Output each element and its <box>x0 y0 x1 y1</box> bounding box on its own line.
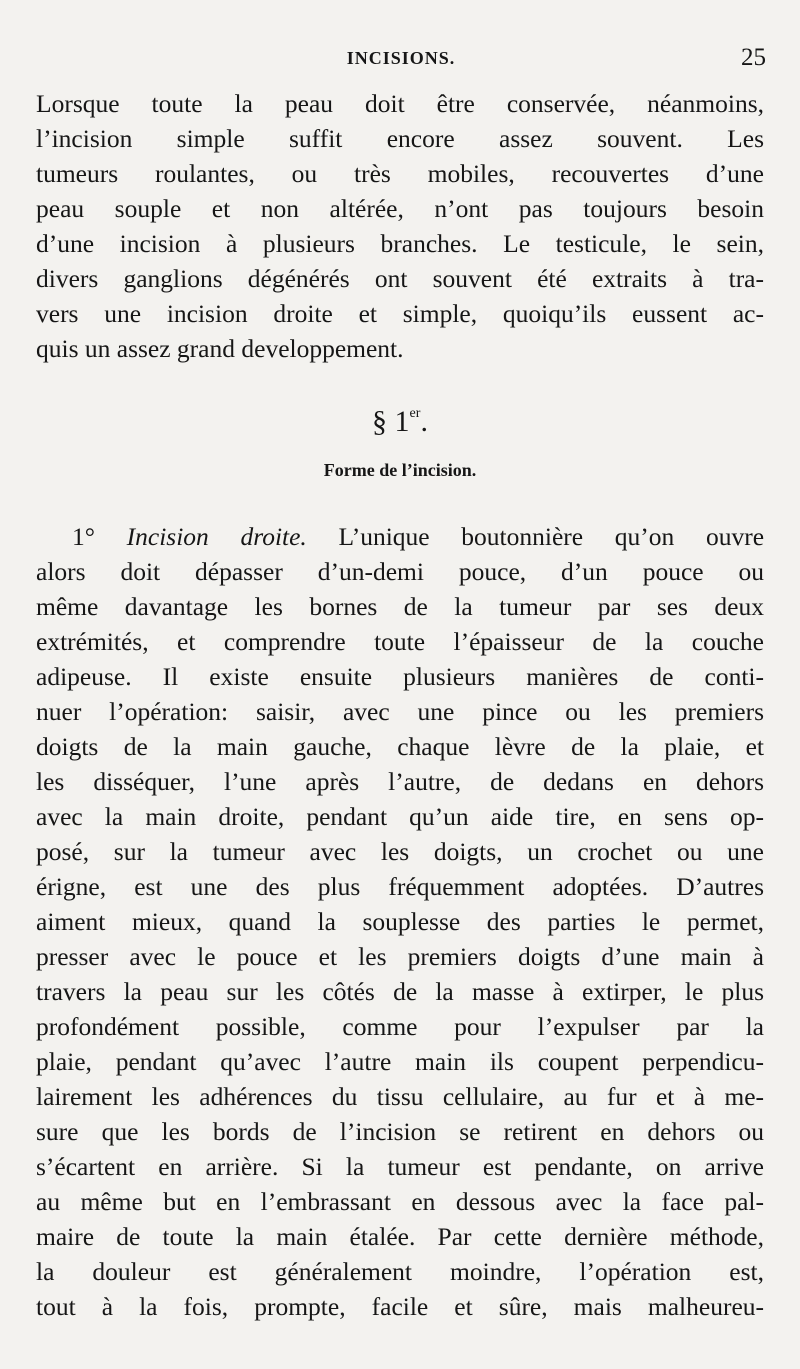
section-number: § 1 <box>372 405 410 438</box>
text-line: extrémités, et comprendre toute l’épaisseur de la couche <box>36 627 764 656</box>
text-line: peau souple et non altérée, n’ont pas toujours besoin <box>36 194 764 223</box>
text-line: alors doit dépasser d’un-demi pouce, d’un pouce ou <box>36 557 764 586</box>
text-line: même davantage les bornes de la tumeur par ses deux <box>36 592 764 621</box>
page-number: 25 <box>741 44 766 71</box>
text-line: presser avec le pouce et les premiers doigts d’une main à <box>36 942 764 971</box>
text-line: l’incision simple suffit encore assez souvent. Les <box>36 124 764 153</box>
text-run: L’unique boutonnière qu’on ouvre <box>338 522 764 551</box>
text-line: les disséquer, l’une après l’autre, de dedans en dehors <box>36 767 764 796</box>
text-line: adipeuse. Il existe ensuite plusieurs manières de conti- <box>36 662 764 691</box>
text-line: tumeurs roulantes, ou très mobiles, recouvertes d’une <box>36 159 764 188</box>
text-line: érigne, est une des plus fréquemment adoptées. D’autres <box>36 872 764 901</box>
item-number: 1° <box>72 522 95 551</box>
text-line: sure que les bords de l’incision se retirent en dehors ou <box>36 1117 764 1146</box>
section-superscript: er <box>409 406 421 421</box>
text-line: maire de toute la main étalée. Par cette dernière méthode, <box>36 1222 764 1251</box>
running-title: INCISIONS. <box>346 48 456 68</box>
text-line: tout à la fois, prompte, facile et sûre, mais malheureu- <box>36 1292 764 1321</box>
text-line: profondément possible, comme pour l’expulser par la <box>36 1012 764 1041</box>
section-period: . <box>420 405 428 438</box>
text-line: travers la peau sur les côtés de la masse à extirper, le plus <box>36 977 764 1006</box>
text-line: quis un assez grand developpement. <box>36 334 404 363</box>
text-line: avec la main droite, pendant qu’un aide tire, en sens op- <box>36 802 764 831</box>
text-line: doigts de la main gauche, chaque lèvre de la plaie, et <box>36 732 764 761</box>
item-heading: Incision droite. <box>126 522 307 551</box>
section-heading <box>0 394 800 442</box>
text-line: plaie, pendant qu’avec l’autre main ils coupent perpendicu- <box>36 1047 764 1076</box>
running-head <box>36 44 766 74</box>
text-line: aiment mieux, quand la souplesse des parties le permet, <box>36 907 764 936</box>
text-line: s’écartent en arrière. Si la tumeur est pendante, on arrive <box>36 1152 764 1181</box>
text-line: nuer l’opération: saisir, avec une pince ou les premiers <box>36 697 764 726</box>
text-line: d’une incision à plusieurs branches. Le testicule, le sein, <box>36 229 764 258</box>
text-line <box>72 520 764 554</box>
text-line: au même but en l’embrassant en dessous avec la face pal- <box>36 1187 764 1216</box>
text-line: vers une incision droite et simple, quoiqu’ils eussent ac- <box>36 299 764 328</box>
text-line: lairement les adhérences du tissu cellulaire, au fur et à me- <box>36 1082 764 1111</box>
text-line: la douleur est généralement moindre, l’opération est, <box>36 1257 764 1286</box>
text-line: posé, sur la tumeur avec les doigts, un crochet ou une <box>36 837 764 866</box>
text-line: Lorsque toute la peau doit être conservée, néanmoins, <box>36 89 764 118</box>
section-subtitle: Forme de l’incision. <box>323 460 477 480</box>
text-line: divers ganglions dégénérés ont souvent été extraits à tra- <box>36 264 764 293</box>
